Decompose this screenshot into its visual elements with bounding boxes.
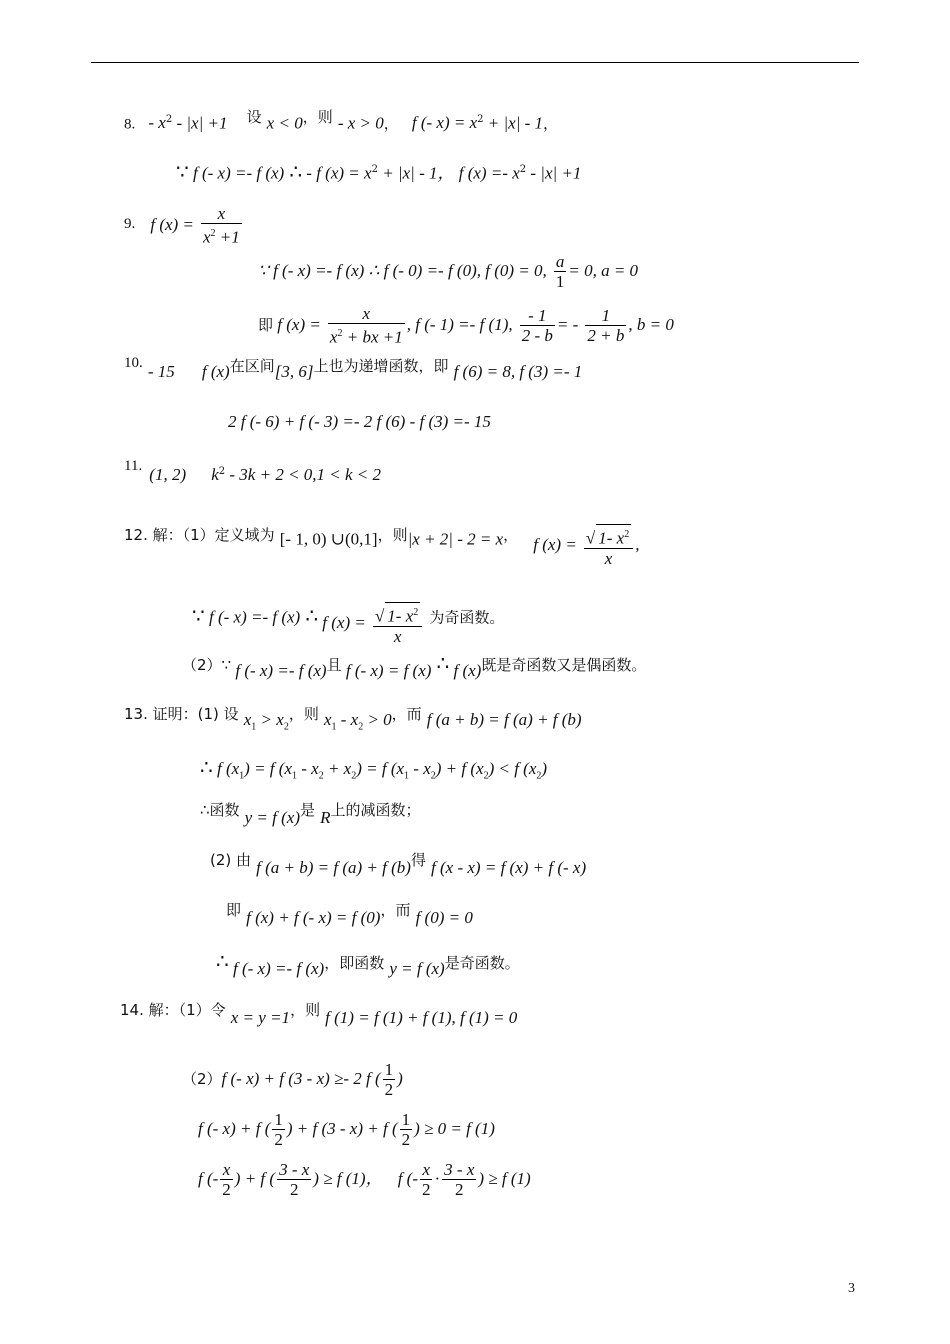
answer-13-line-5: 即 f (x) + f (- x) = f (0)，而 f (0) = 0 bbox=[226, 901, 473, 927]
answer-14-line-4: f (- $\frac{x}{2}$ ) + f ( $\frac{3 - x}{2}$ ) ≥ f (1)， f (- $\frac{x}{2}$ · $\frac{3 - x}{2}$ ) ≥ f (1) bbox=[198, 1160, 531, 1199]
fraction: $\frac{- 1}{2 - b}$ bbox=[521, 305, 553, 345]
answer-14-line-1: 14. 解：（1）令 x = y =1，则 f (1) = f (1) + f (1), f (1) = 0 bbox=[120, 1001, 518, 1027]
answer-8-line-2: ∵ f (- x) =- f (x) ∴ - f $(x) = x^2 + |x| - 1$， f $(x) =- x^2 - |x| +1$ bbox=[176, 161, 582, 184]
answer-9-line-1: 9. f (x) = $\frac{x}{x^2 +1}$ bbox=[124, 204, 240, 247]
answer-12-line-3: （2）∵ f (- x) =- f (x)且 f (- x) = f (x) ∴ f (x)既是奇函数又是偶函数。 bbox=[182, 653, 647, 680]
answer-11-line-1: 11. (1, 2) $k^2 - 3k + 2 < 0,1 < k < 2$ bbox=[124, 458, 382, 485]
answer-14-line-3: f (- x) + f ( $\frac{1}{2}$ ) + f (3 - x) + f ( $\frac{1}{2}$ ) ≥ 0 = f (1) bbox=[198, 1110, 495, 1149]
sqrt-sign: √ bbox=[374, 606, 385, 626]
fraction: $\frac{1}{2}$ bbox=[401, 1110, 411, 1149]
answer-8-line-1: 8. - $x^2 - |x| +1$ 设 x < 0，则 - x > 0， f (- $x) = x^2 + |x| - 1$， bbox=[124, 108, 559, 133]
answer-13-line-6: ∴ f (- x) =- f (x)，即函数 y = f (x)是奇函数。 bbox=[216, 951, 520, 978]
fraction: $\frac{x}{x^2 + bx +1}$ bbox=[329, 304, 403, 347]
answer-13-line-2: ∴ f $(x_1) = f$ $(x_1 - x_2 + x_2) = f$ $(x_1 - x_2) + f$ $(x_2) < f$ $(x_2)$ bbox=[200, 757, 548, 782]
fraction: $\frac{a}{1}$ bbox=[555, 252, 565, 291]
sqrt-sign: √ bbox=[585, 528, 596, 548]
page-number: 3 bbox=[848, 1281, 855, 1296]
fraction: $\frac{x}{2}$ bbox=[222, 1160, 231, 1199]
answer-10-line-2: 2 f (- 6) + f (- 3) =- 2 f (6) - f (3) =- 15 bbox=[228, 412, 491, 431]
fraction: $\frac{3 - x}{2}$ bbox=[444, 1160, 475, 1199]
answer-12-line-1: 12. 解：（1）定义域为 [- 1, 0) ∪(0,1]，则|x + 2| - 2 = x， f (x) = $\frac{√ 1- x^2}{x}$ , bbox=[124, 518, 639, 562]
answer-13-line-1: 13. 证明：(1) 设 $x_1 > x_2$，则 $x_1 - x_2 > 0$，而 f (a + b) = f (a) + f (b) bbox=[124, 705, 582, 733]
header-rule bbox=[91, 62, 859, 63]
answer-12-line-2: ∵ f (- x) =- f (x) ∴ f (x) = $\frac{√ 1- x^2}{x}$ 为奇函数。 bbox=[192, 596, 504, 640]
fraction: $\frac{1}{2 + b}$ bbox=[587, 305, 625, 345]
fraction: $\frac{x}{x^2 +1}$ bbox=[203, 204, 240, 247]
answer-10-line-1: 10. - 15 f (x)在区间[3, 6]上也为递增函数，即 f (6) = 8, f (3) =- 1 bbox=[124, 355, 583, 381]
fraction: $\frac{1}{2}$ bbox=[274, 1110, 283, 1149]
answer-13-line-3: ∴函数 y = f (x)是 R上的减函数； bbox=[200, 801, 421, 827]
answer-9-line-3: 即 f (x) = $\frac{x}{x^2 + bx +1}$ , f (- 1) =- f (1), $\frac{- 1}{2 - b}$ = - $\frac{1}{2 + b}$ , b = 0 bbox=[258, 304, 674, 347]
fraction: $\frac{x}{2}$ bbox=[421, 1160, 431, 1199]
fraction: $\frac{√ 1- x^2}{x}$ bbox=[373, 602, 422, 646]
fraction: $\frac{3 - x}{2}$ bbox=[279, 1160, 310, 1199]
answer-13-line-4: (2) 由 f (a + b) = f (a) + f (b)得 f (x - x) = f (x) + f (- x) bbox=[210, 851, 587, 877]
fraction: $\frac{√ 1- x^2}{x}$ bbox=[584, 524, 633, 568]
answer-14-line-2: （2）f (- x) + f (3 - x) ≥- 2 f ( $\frac{1}{2}$ ) bbox=[182, 1060, 403, 1099]
answer-9-line-2: ∵ f (- x) =- f (x) ∴ f (- 0) =- f (0), f (0) = 0, $\frac{a}{1}$ = 0, a = 0 bbox=[258, 252, 639, 291]
fraction: $\frac{1}{2}$ bbox=[384, 1060, 394, 1099]
